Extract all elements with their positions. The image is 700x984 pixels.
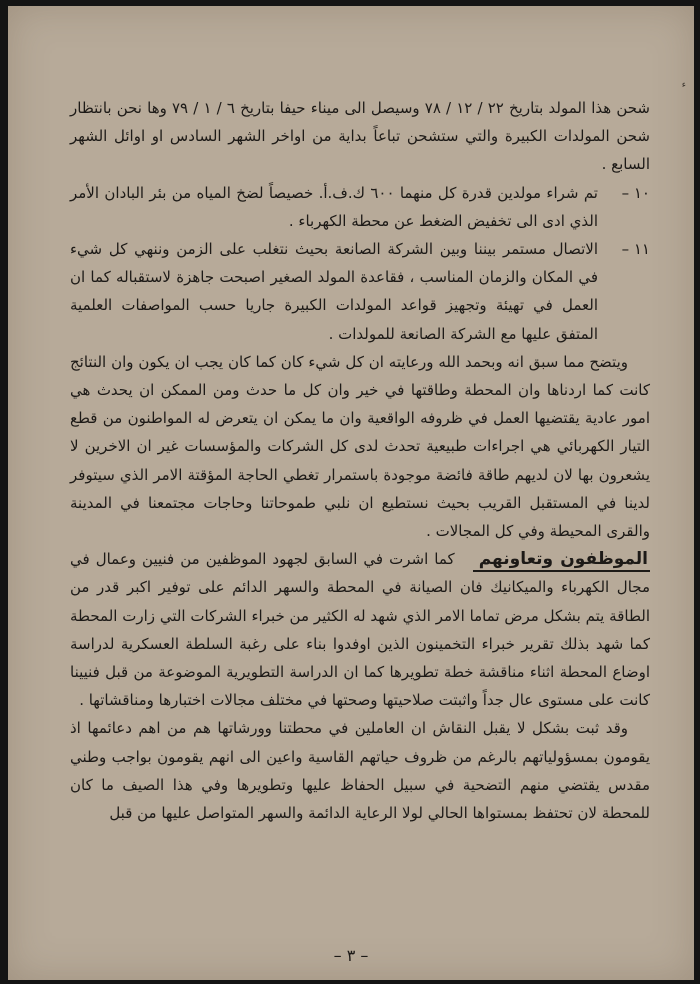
item-number-11: ١١ – [621, 240, 650, 259]
page-number: – ٣ – [333, 946, 369, 965]
item-text-11: الاتصال مستمر بيننا وبين الشركة الصانعة بحيث نتغلب على الزمن وننهي كل شيء في المكان والزمان المناسب ، فقاعدة المولد الصغير اصبحت جاهزة لاستقباله كما ان العمل في تهيئة وتجهيز قواعد المولدات الكبيرة جاريا حسب المواصفات العلمية المتفق عليها مع الشركة الصانعة للمولدات . [70, 240, 598, 343]
document-page [8, 6, 694, 980]
paragraph-employees-text: كما اشرت في السابق لجهود الموظفين من فنيين وعمال في مجال الكهرباء والميكانيك فان الصيانة في المحطة والسهر الدائم على توفير اكبر قدر من الطاقة يتم بشكل مرض تماما الامر الذي شهد له الكثير من خبراء الشركات التي زارت المحطة كما شهد بذلك تقرير خبراء التخمينون الذين اوفدوا بناء على رغبة السلطة العسكرية لدراسة اوضاع المحطة اثناء مناقشة خطة تطويرها كما ان الدراسة التطويرية الموضوعة من قبل فنيينا كانت على مستوى عال جداً واثبتت صلاحيتها وصحتها في مختلف مجالات اختبارها ومناقشاتها . [70, 550, 650, 710]
paragraph-employees [70, 545, 650, 714]
corner-mark: ء [681, 80, 686, 90]
paragraph-shipment: شحن هذا المولد بتاريخ ٢٢ / ١٢ / ٧٨ وسيصل الى ميناء حيفا بتاريخ ٦ / ١ / ٧٩ وها نحن بانتظار شحن المولدات الكبيرة والتي ستشحن تباعاً بداية من اواخر الشهر السادس او اوائل الشهر السابع . [70, 99, 651, 174]
document-body [70, 94, 650, 827]
list-item-11 [70, 235, 650, 348]
paragraph-workers: وقد ثبت بشكل لا يقبل النقاش ان العاملين في محطتنا وورشاتها هم من اهم دعائمها اذ يقومون بمسؤولياتهم بالرغم من ظروف حياتهم القاسية واعين الى انهم يقومون بواجب وطني مقدس يقتضي منهم التضحية في سبيل الحفاظ عليها وتطويرها وفي هذا الصيف ما كان للمحطة لان تحتفظ بمستواها الحالي لولا الرعاية الدائمة والسهر المتواصل عليها من قبل [70, 719, 650, 823]
item-text-10: تم شراء مولدين قدرة كل منهما ٦٠٠ ك.ف.أ. خصيصاً لضخ المياه من بئر البادان الأمر الذي ادى الى تخفيض الضغط عن محطة الكهرباء . [70, 183, 598, 230]
list-item-10 [70, 179, 650, 235]
section-heading: الموظفون وتعاونهم [473, 549, 650, 572]
paragraph-summary: ويتضح مما سبق انه وبحمد الله ورعايته ان كل شيء كان كما كان يجب ان يكون وان النتائج كانت كما اردناها وان المحطة وطاقتها في خير وان كل ما حدث ومن الممكن ان يحدث هي امور عادية يقتضيها العمل في ظروفه الواقعية وان ما يمكن ان يتعرض له المواطنون من قطع التيار الكهربائي هي اجراءات طبيعية تحدث لدى كل الشركات والمؤسسات غير ان الاخرين لا يشعرون بها لان لديهم طاقة فائضة موجودة باستمرار تغطي الحاجة المؤقتة الامر الذي سيتوفر لدينا في المستقبل القريب بحيث نستطيع ان نلبي طموحاتنا وحاجات مجتمعنا في المدينة والقرى المحيطة وفي كل المجالات . [70, 352, 650, 541]
item-number-10: ١٠ – [621, 183, 650, 202]
